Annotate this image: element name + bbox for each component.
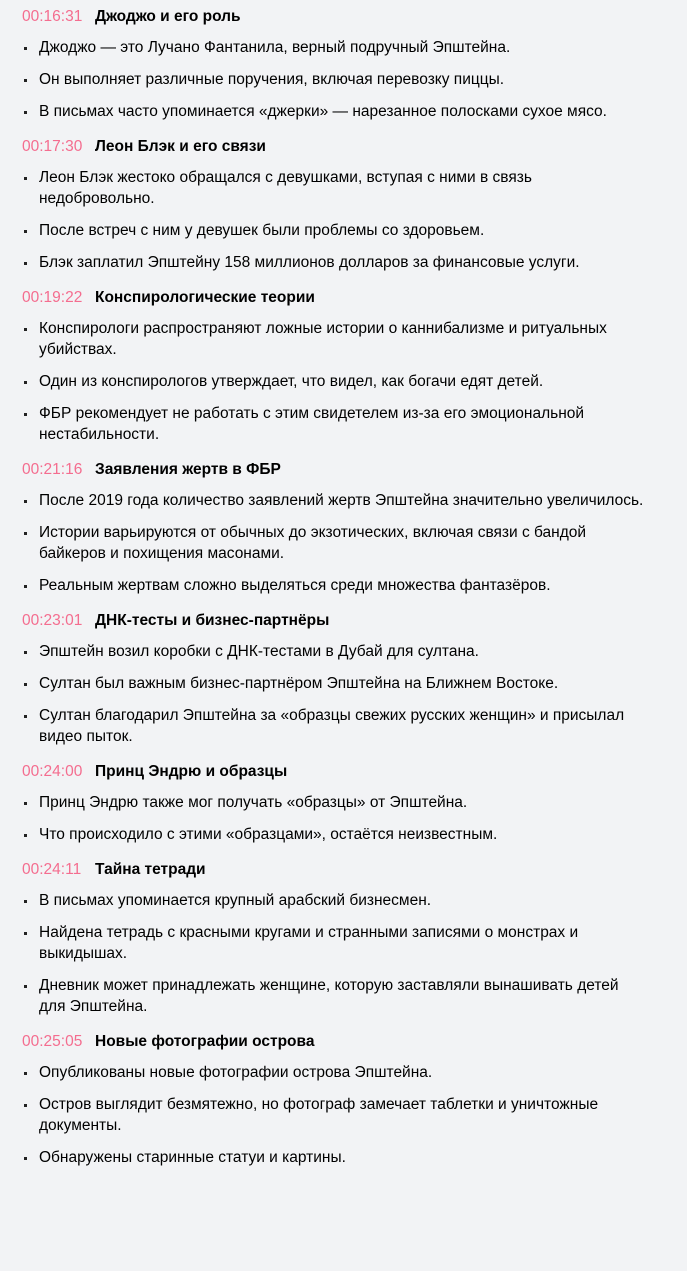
bullet-list [22,1062,687,1168]
timestamp-link[interactable]: 00:16:31 [22,8,83,25]
section-header [22,610,687,631]
list-item: Конспирологи распространяют ложные истории о каннибализме и ритуальных убийствах. [22,318,644,360]
bullet-list [22,318,687,445]
list-item: После 2019 года количество заявлений жертв Эпштейна значительно увеличилось. [22,490,644,511]
list-item: ФБР рекомендует не работать с этим свидетелем из-за его эмоциональной нестабильности. [22,403,644,445]
list-item: Один из конспирологов утверждает, что видел, как богачи едят детей. [22,371,644,392]
list-item: Султан был важным бизнес-партнёром Эпштейна на Ближнем Востоке. [22,673,644,694]
summary-section [22,459,687,596]
list-item: Принц Эндрю также мог получать «образцы» от Эпштейна. [22,792,644,813]
bullet-list [22,890,687,1017]
timestamp-link[interactable]: 00:21:16 [22,461,83,478]
bullet-list [22,641,687,747]
list-item: Реальным жертвам сложно выделяться среди множества фантазёров. [22,575,644,596]
list-item: Блэк заплатил Эпштейну 158 миллионов долларов за финансовые услуги. [22,252,644,273]
summary-section [22,610,687,747]
bullet-list [22,167,687,273]
section-title: Тайна тетради [95,861,206,878]
list-item: Что происходило с этими «образцами», остаётся неизвестным. [22,824,644,845]
section-header [22,859,687,880]
section-title: Новые фотографии острова [95,1033,315,1050]
bullet-list [22,792,687,845]
section-title: Принц Эндрю и образцы [95,763,288,780]
list-item: Дневник может принадлежать женщине, которую заставляли вынашивать детей для Эпштейна. [22,975,644,1017]
section-header [22,459,687,480]
summary-section [22,761,687,845]
list-item: Опубликованы новые фотографии острова Эпштейна. [22,1062,644,1083]
section-title: Джоджо и его роль [95,8,241,25]
summary-section [22,1031,687,1168]
summary-section [22,6,687,122]
list-item: Леон Блэк жестоко обращался с девушками, вступая с ними в связь недобровольно. [22,167,644,209]
section-header [22,1031,687,1052]
summary-section [22,136,687,273]
list-item: Остров выглядит безмятежно, но фотограф замечает таблетки и уничтожные документы. [22,1094,644,1136]
section-title: Конспирологические теории [95,289,315,306]
list-item: В письмах упоминается крупный арабский бизнесмен. [22,890,644,911]
section-header [22,6,687,27]
list-item: Джоджо — это Лучано Фантанила, верный подручный Эпштейна. [22,37,644,58]
section-header [22,761,687,782]
list-item: В письмах часто упоминается «джерки» — нарезанное полосками сухое мясо. [22,101,644,122]
bullet-list [22,490,687,596]
timestamp-link[interactable]: 00:25:05 [22,1033,83,1050]
timestamp-link[interactable]: 00:17:30 [22,138,83,155]
list-item: Он выполняет различные поручения, включая перевозку пиццы. [22,69,644,90]
timestamp-link[interactable]: 00:24:11 [22,861,82,878]
list-item: Эпштейн возил коробки с ДНК-тестами в Дубай для султана. [22,641,644,662]
list-item: Обнаружены старинные статуи и картины. [22,1147,644,1168]
bullet-list [22,37,687,122]
timestamp-link[interactable]: 00:23:01 [22,612,83,629]
summary-section [22,287,687,445]
list-item: После встреч с ним у девушек были проблемы со здоровьем. [22,220,644,241]
timestamp-link[interactable]: 00:24:00 [22,763,83,780]
section-title: Леон Блэк и его связи [95,138,266,155]
summary-section [22,859,687,1017]
list-item: Найдена тетрадь с красными кругами и странными записями о монстрах и выкидышах. [22,922,644,964]
section-header [22,287,687,308]
section-header [22,136,687,157]
section-title: ДНК-тесты и бизнес-партнёры [95,612,330,629]
list-item: Истории варьируются от обычных до экзотических, включая связи с бандой байкеров и похищения масонами. [22,522,644,564]
section-title: Заявления жертв в ФБР [95,461,281,478]
list-item: Султан благодарил Эпштейна за «образцы свежих русских женщин» и присылал видео пыток. [22,705,644,747]
timestamp-link[interactable]: 00:19:22 [22,289,83,306]
